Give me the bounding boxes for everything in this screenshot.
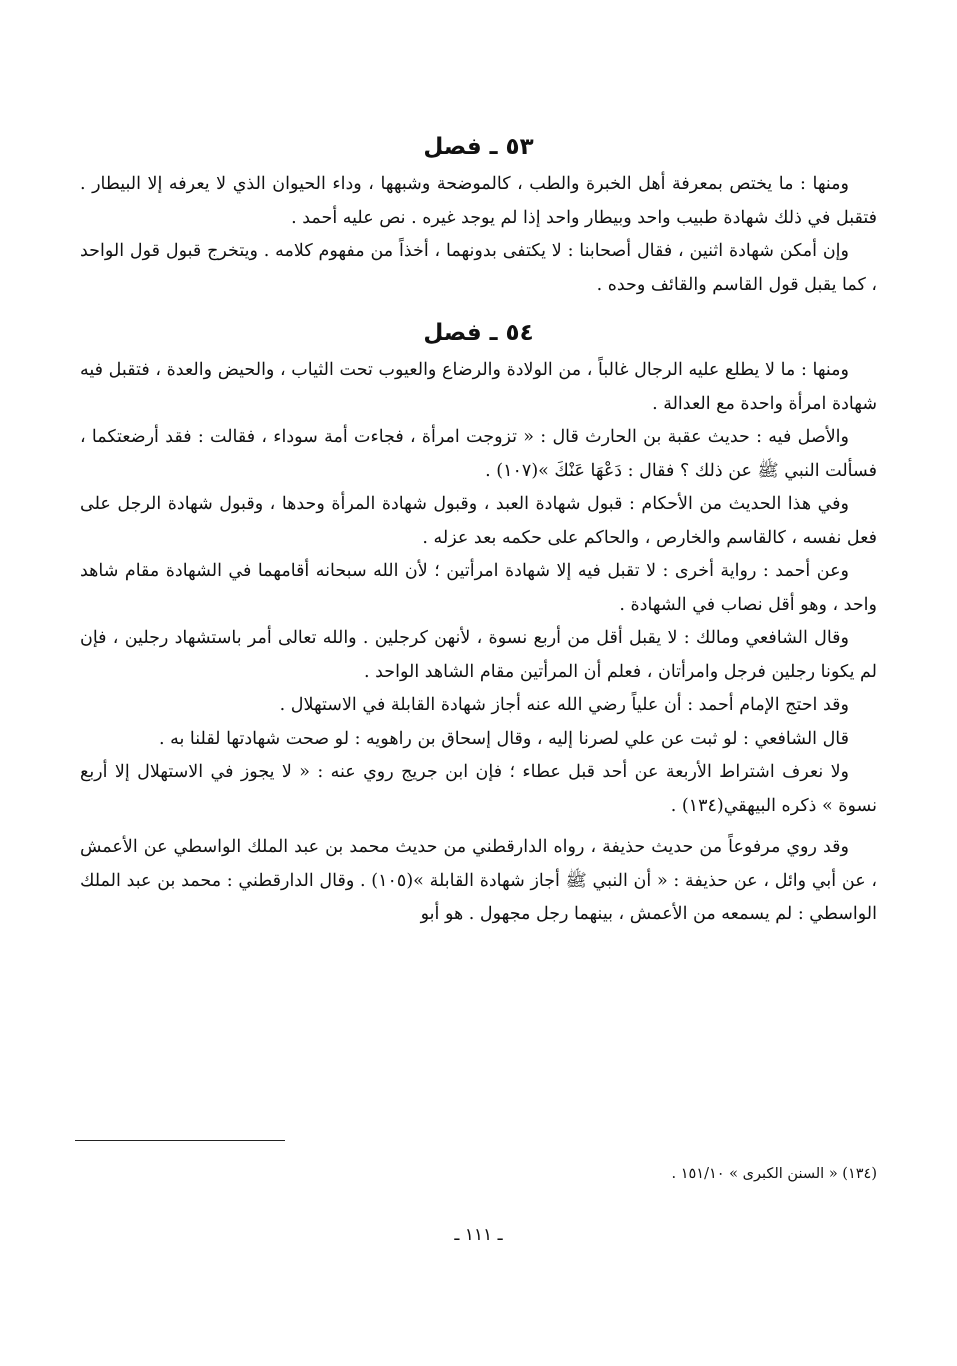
- footnote: (١٣٤) « السنن الكبرى » ١٥١/١٠ .: [671, 1166, 877, 1182]
- page-body: [80, 122, 877, 932]
- paragraph: وإن أمكن شهادة اثنين ، فقال أصحابنا : لا يكتفى بدونهما ، أخذاً من مفهوم كلامه . ويتخرج قبول قول الواحد ، كما يقبل قول القاسم والقائف وحده .: [80, 241, 877, 295]
- section-heading-54: ٥٤ ـ فصل: [423, 320, 534, 346]
- paragraph: ومنها : ما يختص بمعرفة أهل الخبرة والطب ، كالموضحة وشبهها ، وداء الحيوان الذي لا يعرفه إلا البيطار . فتقبل في ذلك شهادة طبيب واحد وبيطار واحد إذا لم يوجد غيره . نص عليه أحمد .: [80, 174, 877, 228]
- section-heading-53: ٥٣ ـ فصل: [423, 134, 534, 160]
- footnote-separator: [75, 1140, 285, 1141]
- paragraph: ولا نعرف اشتراط الأربعة عن أحد قبل عطاء ؛ فإن ابن جريج روي عنه : « لا يجوز في الاستهلال إلا أربع نسوة » ذكره البيهقي(١٣٤) .: [80, 762, 877, 816]
- paragraph: وعن أحمد : رواية أخرى : لا تقبل فيه إلا شهادة امرأتين ؛ لأن الله سبحانه أقامهما في الشهادة مقام شاهد واحد ، وهو أقل نصاب في الشهادة .: [80, 561, 877, 615]
- paragraph: وقد احتج الإمام أحمد : أن علياً رضي الله عنه أجاز شهادة القابلة في الاستهلال .: [279, 695, 849, 715]
- paragraph: قال الشافعي : لو ثبت عن علي لصرنا إليه ، وقال إسحاق بن راهويه : لو صحت شهادتها لقلنا به .: [158, 728, 849, 749]
- paragraph: وقال الشافعي ومالك : لا يقبل أقل من أربع نسوة ، لأنهن كرجلين . والله تعالى أمر باستشهاد رجلين ، فإن لم يكونا رجلين فرجل وامرأتان ، فعلم أن المرأتين مقام الشاهد الواحد .: [80, 628, 877, 682]
- paragraph: وفي هذا الحديث من الأحكام : قبول شهادة العبد ، وقبول شهادة المرأة وحدها ، وقبول شهادة الرجل على فعل نفسه ، كالقاسم والخارص ، والحاكم على حكمه بعد عزله .: [80, 494, 877, 548]
- paragraph: والأصل فيه : حديث عقبة بن الحارث قال : « تزوجت امرأة ، فجاءت أمة سوداء ، فقالت : فقد أرضعتكما ، فسألت النبي ﷺ عن ذلك ؟ فقال : دَعْهَا عَنْكَ »(١٠٧) .: [80, 427, 877, 481]
- paragraph: ومنها : ما لا يطلع عليه الرجال غالباً ، من الولادة والرضاع والعيوب تحت الثياب ، والحيض والعدة ، فتقبل فيه شهادة امرأة واحدة مع العدالة .: [80, 360, 877, 414]
- page-number: ـ ١١١ ـ: [454, 1225, 503, 1245]
- paragraph: وقد روي مرفوعاً من حديث حذيفة ، رواه الدارقطني من حديث محمد بن عبد الملك الواسطي عن الأعمش ، عن أبي وائل ، عن حذيفة : « أن النبي ﷺ أجاز شهادة القابلة »(١٠٥) . وقال الدارقطني : محمد بن عبد الملك الواسطي : لم يسمعه من الأعمش ، بينهما رجل مجهول . هو أبو: [80, 837, 878, 924]
